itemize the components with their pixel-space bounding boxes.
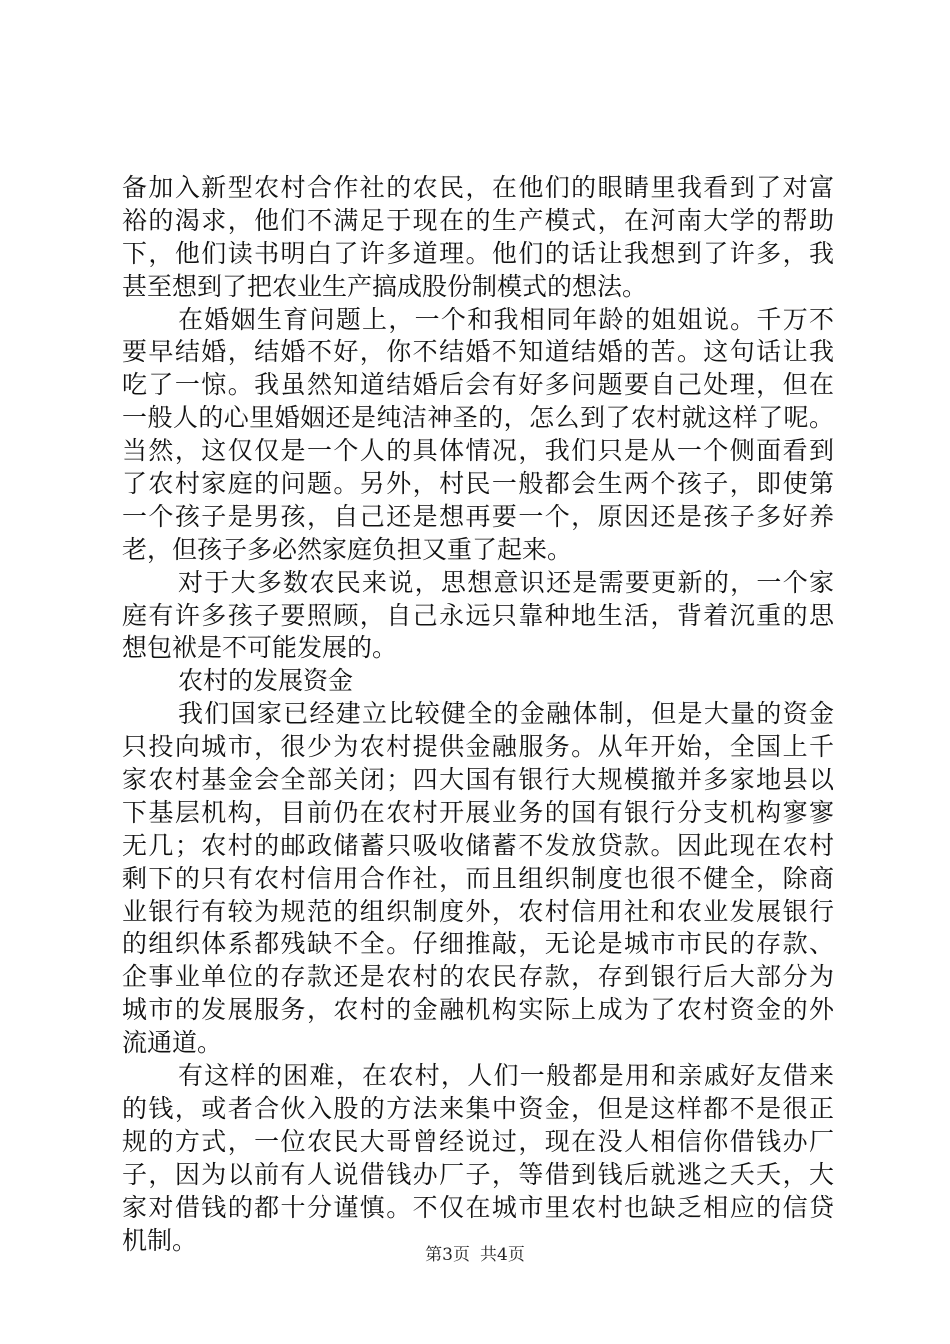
text-line: 要早结婚，结婚不好，你不结婚不知道结婚的苦。这句话让我 [122,337,834,367]
paragraph-start-line: 我们国家已经建立比较健全的金融体制，但是大量的资金 [178,699,834,729]
paragraph-start-line: 对于大多数农民来说，思想意识还是需要更新的，一个家 [178,567,834,597]
text-line: 无几；农村的邮政储蓄只吸收储蓄不发放贷款。因此现在农村 [122,830,834,860]
text-line: 下基层机构，目前仍在农村开展业务的国有银行分支机构寥寥 [122,797,834,827]
section-heading: 农村的发展资金 [178,666,354,696]
text-line: 机制。 [122,1225,198,1255]
page-number: 第3页 [425,1245,470,1265]
text-line: 业银行有较为规范的组织制度外，农村信用社和农业发展银行 [122,896,834,926]
document-body [122,172,834,1257]
text-line: 规的方式，一位农民大哥曾经说过，现在没人相信你借钱办厂 [122,1126,834,1156]
text-line: 家对借钱的都十分谨慎。不仅在城市里农村也缺乏相应的信贷 [122,1192,834,1222]
text-line: 流通道。 [122,1028,223,1058]
text-line: 的钱，或者合伙入股的方法来集中资金，但是这样都不是很正 [122,1093,834,1123]
page-total: 共4页 [480,1245,525,1265]
page-footer [0,1243,950,1267]
text-line: 备加入新型农村合作社的农民，在他们的眼睛里我看到了对富 [122,173,834,202]
text-line: 家农村基金会全部关闭；四大国有银行大规模撤并多家地县以 [122,765,834,795]
text-line: 想包袱是不可能发展的。 [122,633,398,663]
text-line: 当然，这仅仅是一个人的具体情况，我们只是从一个侧面看到 [122,436,834,466]
text-line: 了农村家庭的问题。另外，村民一般都会生两个孩子，即使第 [122,469,834,499]
text-line: 城市的发展服务，农村的金融机构实际上成为了农村资金的外 [122,995,834,1025]
text-line: 只投向城市，很少为农村提供金融服务。从年开始，全国上千 [122,732,834,762]
text-line: 下，他们读书明白了许多道理。他们的话让我想到了许多，我 [122,238,834,268]
text-line: 庭有许多孩子要照顾，自己永远只靠种地生活，背着沉重的思 [122,600,834,630]
text-line: 剩下的只有农村信用合作社，而且组织制度也很不健全，除商 [122,863,834,893]
text-line: 一般人的心里婚姻还是纯洁神圣的，怎么到了农村就这样了呢。 [122,403,834,433]
paragraph-start-line: 有这样的困难，在农村，人们一般都是用和亲戚好友借来 [178,1061,834,1091]
text-line: 一个孩子是男孩，自己还是想再要一个，原因还是孩子多好养 [122,501,834,531]
text-line: 老，但孩子多必然家庭负担又重了起来。 [122,534,573,564]
text-line: 企事业单位的存款还是农村的农民存款，存到银行后大部分为 [122,962,834,992]
paragraph-start-line: 在婚姻生育问题上，一个和我相同年龄的姐姐说。千万不 [178,304,834,334]
text-line: 甚至想到了把农业生产搞成股份制模式的想法。 [122,271,648,301]
text-line: 子，因为以前有人说借钱办厂子，等借到钱后就逃之夭夭，大 [122,1159,834,1189]
text-line: 的组织体系都残缺不全。仔细推敲，无论是城市市民的存款、 [122,929,834,959]
text-line: 裕的渴求，他们不满足于现在的生产模式，在河南大学的帮助 [122,205,834,235]
text-line: 吃了一惊。我虽然知道结婚后会有好多问题要自己处理，但在 [122,370,834,400]
